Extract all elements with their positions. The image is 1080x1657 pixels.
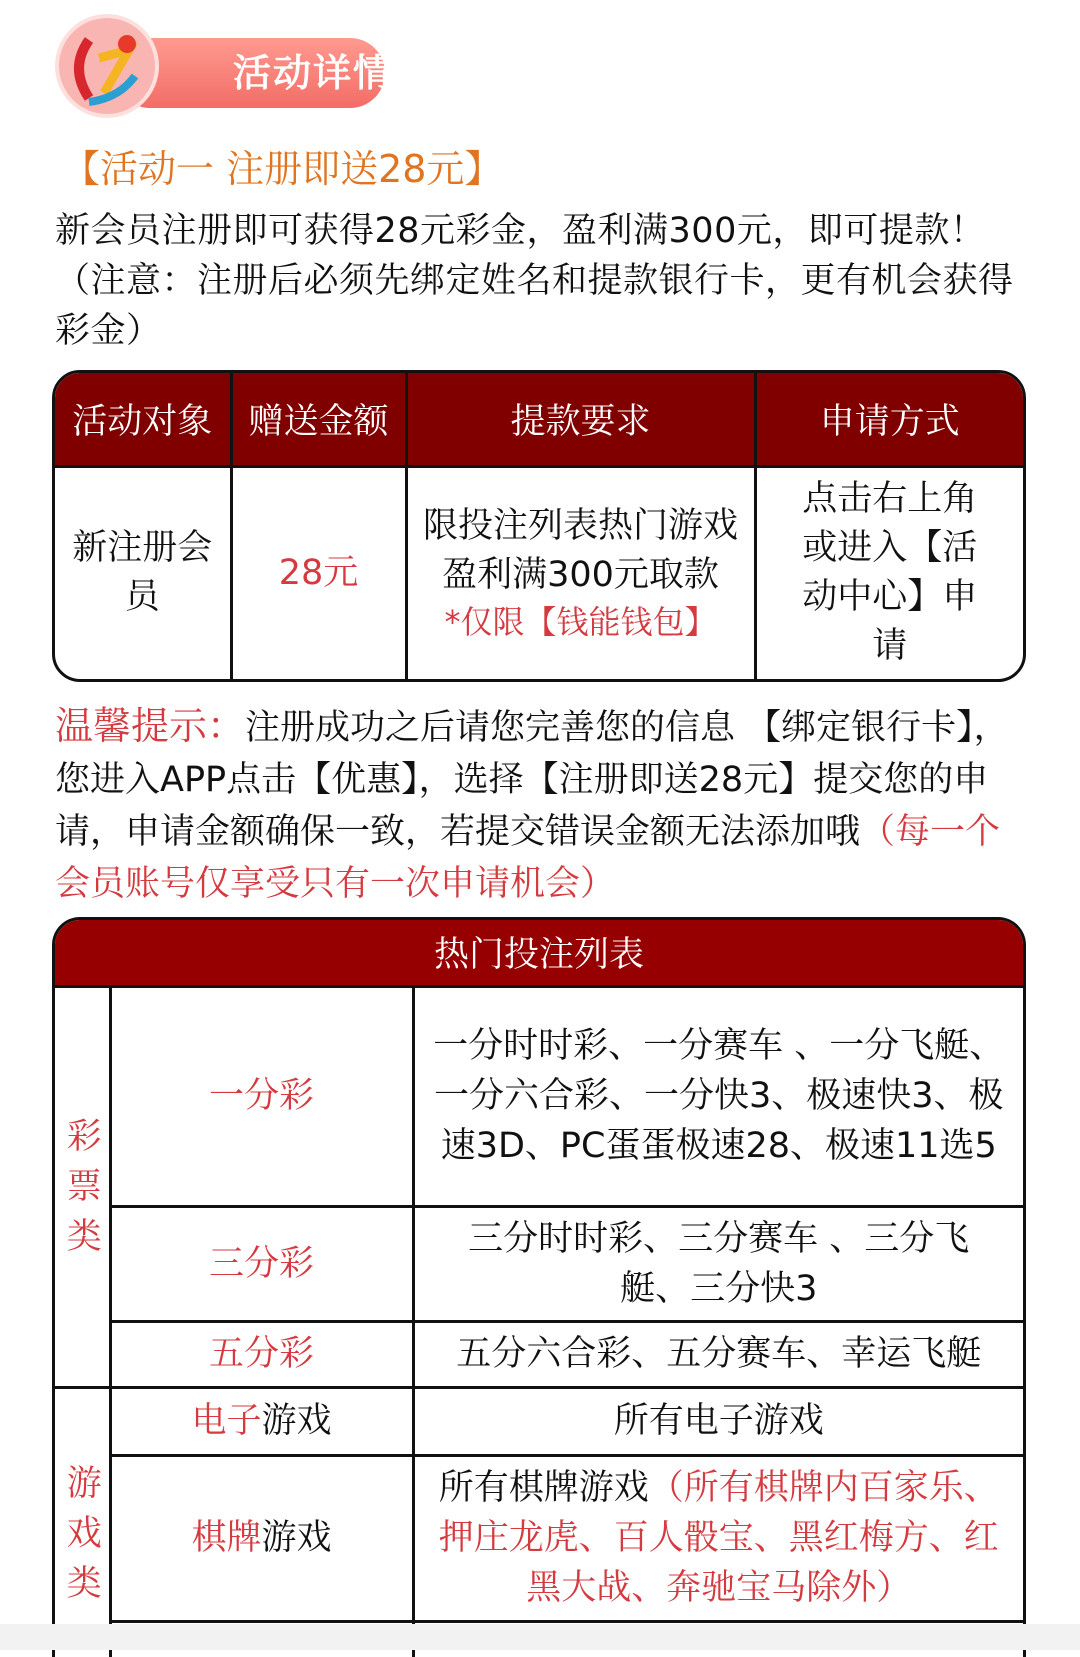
row-games: 所有棋牌游戏（所有棋牌内百家乐、押庄龙虎、百人骰宝、黑红梅方、红黑大战、奔驰宝马除外）: [413, 1455, 1023, 1621]
row-name: 三分彩: [110, 1206, 413, 1321]
tip-note: （每一个会员账号仅享受只有一次申请机会）: [55, 812, 1001, 904]
row-name: 一分彩: [110, 986, 413, 1206]
activity-table: [52, 370, 1026, 682]
bottom-bar: [0, 1624, 1080, 1650]
row-games: 所有电子游戏: [413, 1387, 1023, 1455]
requirement-note: *仅限【钱能钱包】: [444, 603, 717, 642]
hot-list-header: 热门投注列表: [55, 920, 1023, 986]
intro-text: 新会员注册即可获得28元彩金，盈利满300元，即可提款！（注意：注册后必须先绑定姓名和提款银行卡，更有机会获得彩金）: [55, 211, 1014, 351]
row-games: 五分六合彩、五分赛车、幸运飞艇: [413, 1321, 1023, 1387]
requirement-text-2: 盈利满300元取款: [442, 555, 719, 596]
row-name: 电子游戏: [110, 1387, 413, 1455]
activity-title: 【活动一 注册即送28元】: [62, 147, 503, 191]
requirement-cell: [406, 466, 755, 679]
category-games: 游戏类: [55, 1387, 110, 1657]
badge-label: 活动详情: [115, 38, 385, 108]
activity-details-badge: [55, 14, 394, 108]
header-method: 申请方式: [755, 373, 1023, 466]
header-requirement: 提款要求: [406, 373, 755, 466]
row-name: 棋牌游戏: [110, 1455, 413, 1621]
row-name: 五分彩: [110, 1321, 413, 1387]
tip-text: [55, 700, 1030, 910]
row-games: 三分时时彩、三分赛车 、三分飞艇、三分快3: [413, 1206, 1023, 1321]
header-amount: 赠送金额: [231, 373, 406, 466]
amount-cell: 28元: [231, 466, 406, 679]
header-target: 活动对象: [55, 373, 231, 466]
target-cell: 新注册会员: [55, 466, 231, 679]
category-lottery: 彩票类: [55, 986, 110, 1387]
row-games: 一分时时彩、一分赛车 、一分飞艇、一分六合彩、一分快3、极速快3、极速3D、PC蛋蛋极速28、极速11选5: [413, 986, 1023, 1206]
method-cell: 点击右上角或进入【活动中心】申请: [755, 466, 1023, 679]
tip-body: 注册成功之后请您完善您的信息 【绑定银行卡】，您进入APP点击【优惠】，选择【注册即送28元】提交您的申请，申请金额确保一致，若提交错误金额无法添加哦: [55, 708, 1009, 852]
requirement-text: 限投注列表热门游戏: [422, 506, 738, 547]
tip-label: 温馨提示：: [55, 704, 246, 748]
logo-icon: [55, 14, 159, 118]
hot-bet-list-table: [52, 917, 1026, 1657]
